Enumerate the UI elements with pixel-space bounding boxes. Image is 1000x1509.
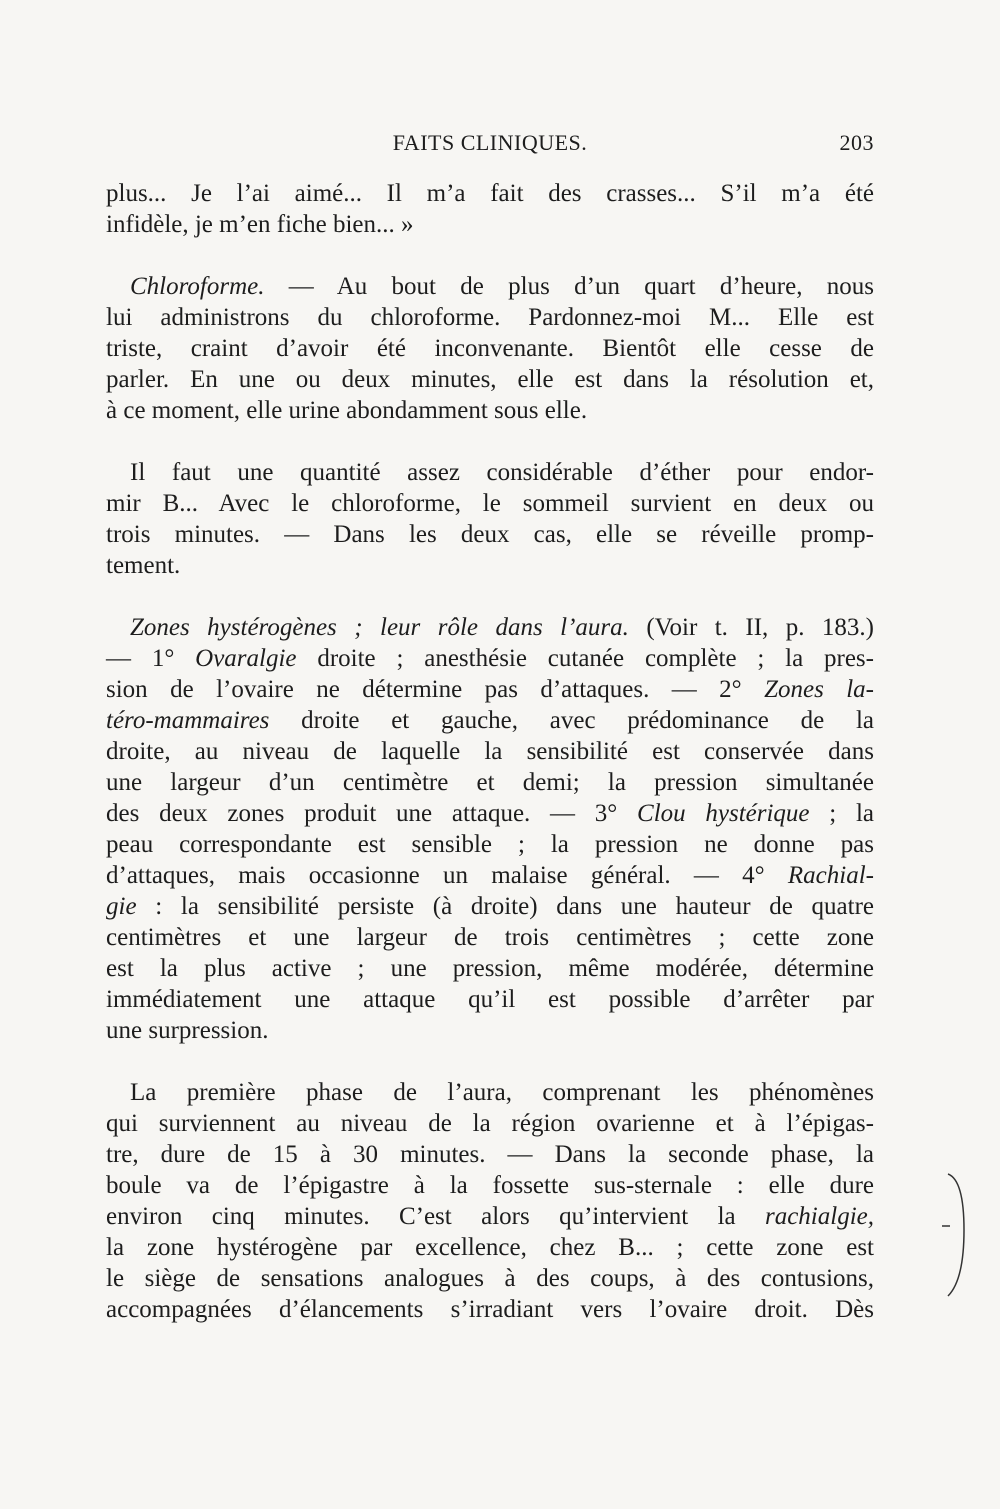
section-heading: Chloroforme. <box>130 273 265 300</box>
text-line: la zone hystérogène par excellence, chez B... ; cette zone est <box>106 1234 874 1261</box>
text-line: infidèle, je m’en fiche bien... » <box>106 211 414 238</box>
text-line: — 1° Ovaralgie droite ; anesthésie cutanée complète ; la pres- <box>106 645 874 672</box>
text-line: mir B... Avec le chloroforme, le sommeil survient en deux ou <box>106 490 874 517</box>
text-line: parler. En une ou deux minutes, elle est dans la résolution et, <box>106 366 874 393</box>
text-line: une surpression. <box>106 1017 269 1044</box>
body-text <box>106 178 874 1325</box>
text-line: plus... Je l’ai aimé... Il m’a fait des crasses... S’il m’a été <box>106 180 874 207</box>
text-line: des deux zones produit une attaque. — 3° Clou hystérique ; la <box>106 800 874 827</box>
text-line: une largeur d’un centimètre et demi; la pression simultanée <box>106 769 874 796</box>
page-number: 203 <box>839 130 874 155</box>
text-line: environ cinq minutes. C’est alors qu’intervient la rachialgie, <box>106 1203 874 1230</box>
text-line: peau correspondante est sensible ; la pression ne donne pas <box>106 831 874 858</box>
text-line: La première phase de l’aura, comprenant les phénomènes <box>130 1079 874 1106</box>
text-line: est la plus active ; une pression, même modérée, détermine <box>106 955 874 982</box>
text-line: centimètres et une largeur de trois centimètres ; cette zone <box>106 924 874 951</box>
text-line: le siège de sensations analogues à des coups, à des contusions, <box>106 1265 874 1292</box>
text-line: à ce moment, elle urine abondamment sous elle. <box>106 397 588 424</box>
text-line: droite, au niveau de laquelle la sensibilité est conservée dans <box>106 738 874 765</box>
text-line: qui surviennent au niveau de la région ovarienne et à l’épigas- <box>106 1110 874 1137</box>
text-line: sion de l’ovaire ne détermine pas d’attaques. — 2° Zones la- <box>106 676 874 703</box>
text-line: immédiatement une attaque qu’il est possible d’arrêter par <box>106 986 874 1013</box>
text-line: Zones hystérogènes ; leur rôle dans l’aura. (Voir t. II, p. 183.) <box>130 614 874 641</box>
running-header <box>106 130 874 164</box>
text-line: boule va de l’épigastre à la fossette sus-sternale : elle dure <box>106 1172 874 1199</box>
section-heading: Zones hystérogènes ; leur rôle dans l’aura. <box>130 614 629 641</box>
text-line: d’attaques, mais occasionne un malaise général. — 4° Rachial- <box>106 862 874 889</box>
text-line: triste, craint d’avoir été inconvenante. Bientôt elle cesse de <box>106 335 874 362</box>
text-line: téro-mammaires droite et gauche, avec prédominance de la <box>106 707 874 734</box>
text-line: tement. <box>106 552 181 579</box>
text-line: accompagnées d’élancements s’irradiant vers l’ovaire droit. Dès <box>106 1296 874 1323</box>
running-title: FAITS CLINIQUES. <box>392 130 588 155</box>
text-line: Il faut une quantité assez considérable d’éther pour endor- <box>130 459 874 486</box>
text-line: Chloroforme. — Au bout de plus d’un quart d’heure, nous <box>130 273 874 300</box>
text-line: trois minutes. — Dans les deux cas, elle se réveille promp- <box>106 521 874 548</box>
text-line: tre, dure de 15 à 30 minutes. — Dans la seconde phase, la <box>106 1141 874 1168</box>
text-line: gie : la sensibilité persiste (à droite) dans une hauteur de quatre <box>106 893 874 920</box>
text-line: lui administrons du chloroforme. Pardonnez-moi M... Elle est <box>106 304 874 331</box>
margin-bracket-mark <box>940 1170 970 1300</box>
